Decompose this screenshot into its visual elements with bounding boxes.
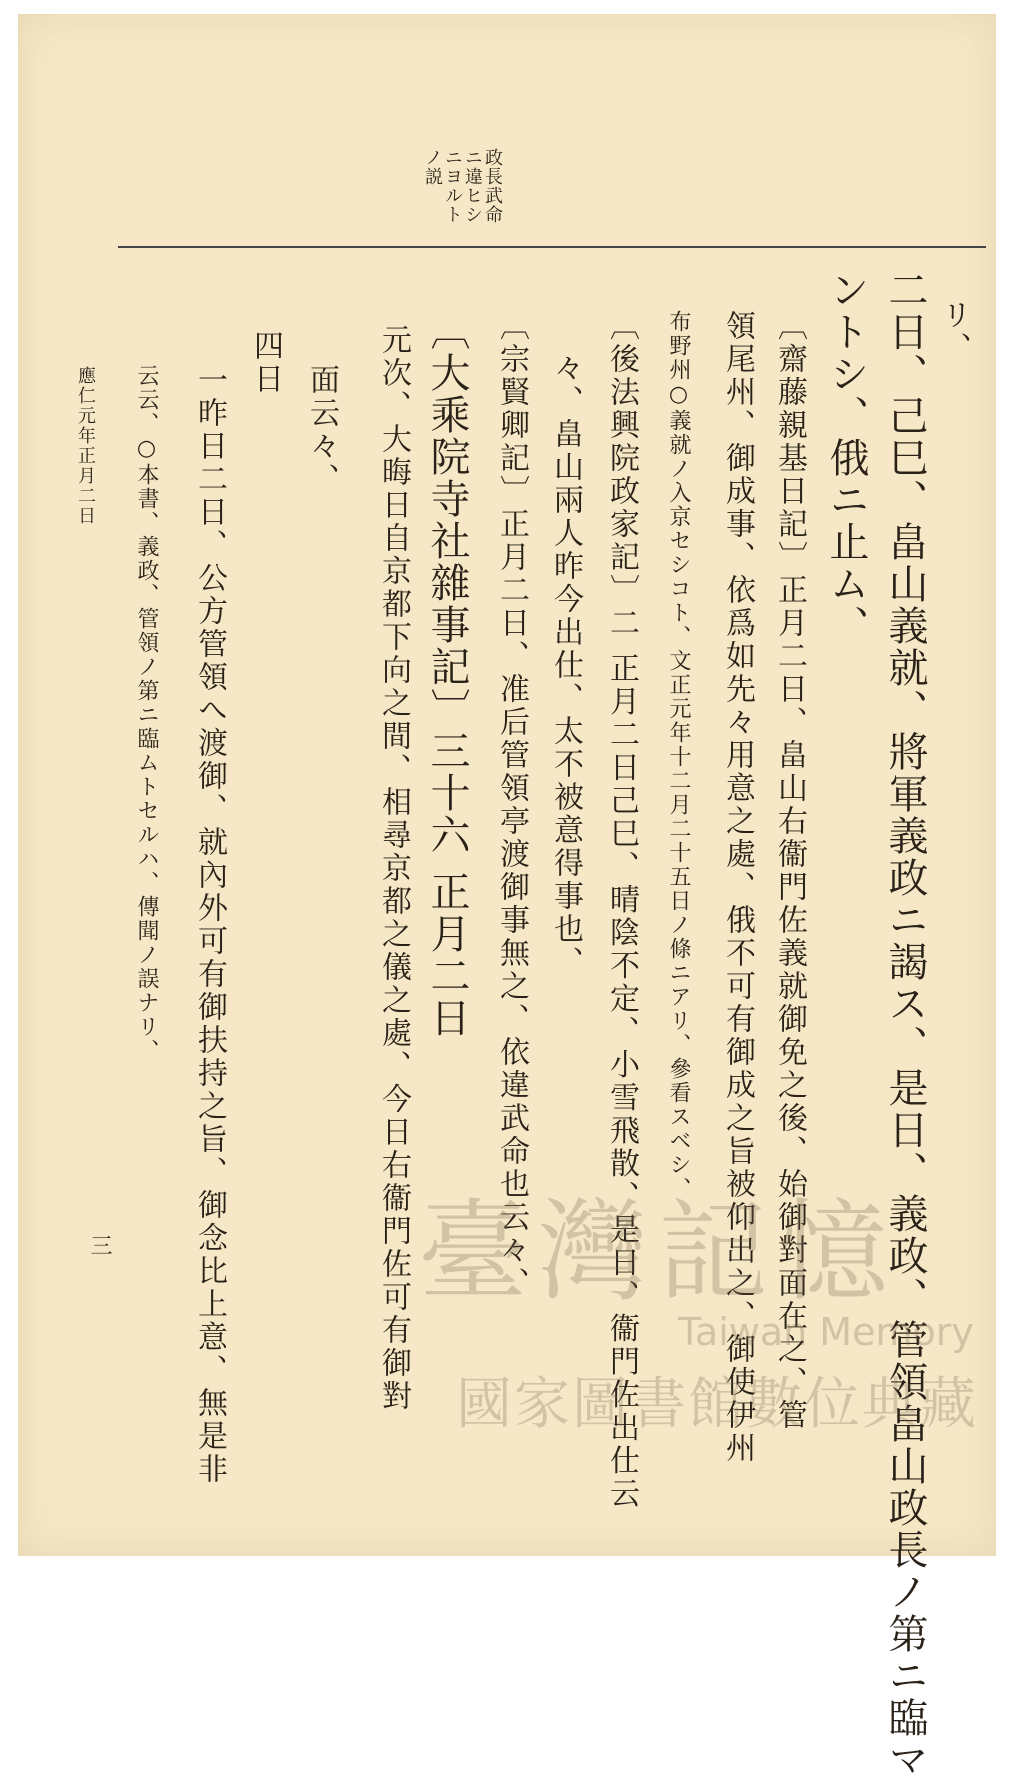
text-column: 元次、大晦日自京都下向之間、相尋京都之儀之處、今日右衞門佐可有御對 bbox=[376, 324, 411, 1413]
text-column: ントシ、俄ニ止ム、 bbox=[823, 269, 869, 647]
margin-note bbox=[422, 148, 502, 238]
text-column: 布野州○義就ノ入京セシコト、文正元年十二月二十五日ノ條ニアリ、參看スベシ、 bbox=[666, 310, 691, 1201]
page-number: 三 bbox=[87, 1234, 112, 1258]
watermark-org: 國家圖書館數位典藏 bbox=[456, 1372, 978, 1437]
text-column: 〔齋藤親基日記〕正月二日、畠山右衞門佐義就御免之後、始御對面在之、管 bbox=[772, 310, 807, 1432]
text-column: 面云々、 bbox=[304, 364, 339, 496]
text-column: リ、 bbox=[936, 299, 971, 365]
text-column: 四日 bbox=[248, 330, 283, 396]
margin-note-line: ノ説 bbox=[422, 148, 443, 186]
text-column: 二日、己巳、畠山義就、將軍義政ニ謁ス、是日、義政、管領畠山政長ノ第ニ臨マ bbox=[882, 269, 928, 1781]
header-rule bbox=[118, 246, 986, 248]
text-column: 〔宗賢卿記〕正月二日、准后管領亭渡御事無之、依違武命也云々、 bbox=[494, 310, 529, 1300]
document-page bbox=[18, 14, 996, 1781]
text-column: 云云、○本書、義政、管領ノ第ニ臨ムトセルハ、傳聞ノ誤ナリ、 bbox=[134, 364, 159, 1063]
text-column: 一昨日二日、公方管領へ渡御、就內外可有御扶持之旨、御念比上意、無是非 bbox=[192, 364, 227, 1486]
margin-note-line: ニ違ヒシ bbox=[462, 148, 483, 224]
watermark-title: 臺灣記憶 bbox=[418, 1188, 898, 1316]
text-column: 〔大乘院寺社雜事記〕三十六 正月二日 bbox=[424, 310, 470, 1039]
text-column: 々、畠山兩人昨今出仕、太不被意得事也、 bbox=[548, 352, 583, 979]
text-column: 〔後法興院政家記〕二 正月二日己巳、晴陰不定、小雪飛散、是日、衞門佐出仕云 bbox=[604, 310, 639, 1511]
text-column: 領尾州、御成事、依爲如先々用意之處、俄不可有御成之旨被仰出之、御使伊州 bbox=[720, 310, 755, 1465]
margin-note-line: ニヨルト bbox=[442, 148, 463, 224]
running-header: 應仁元年正月二日 bbox=[75, 366, 96, 526]
margin-note-line: 政長武命 bbox=[482, 148, 503, 224]
watermark-subtitle: Taiwan Memory bbox=[678, 1310, 974, 1354]
